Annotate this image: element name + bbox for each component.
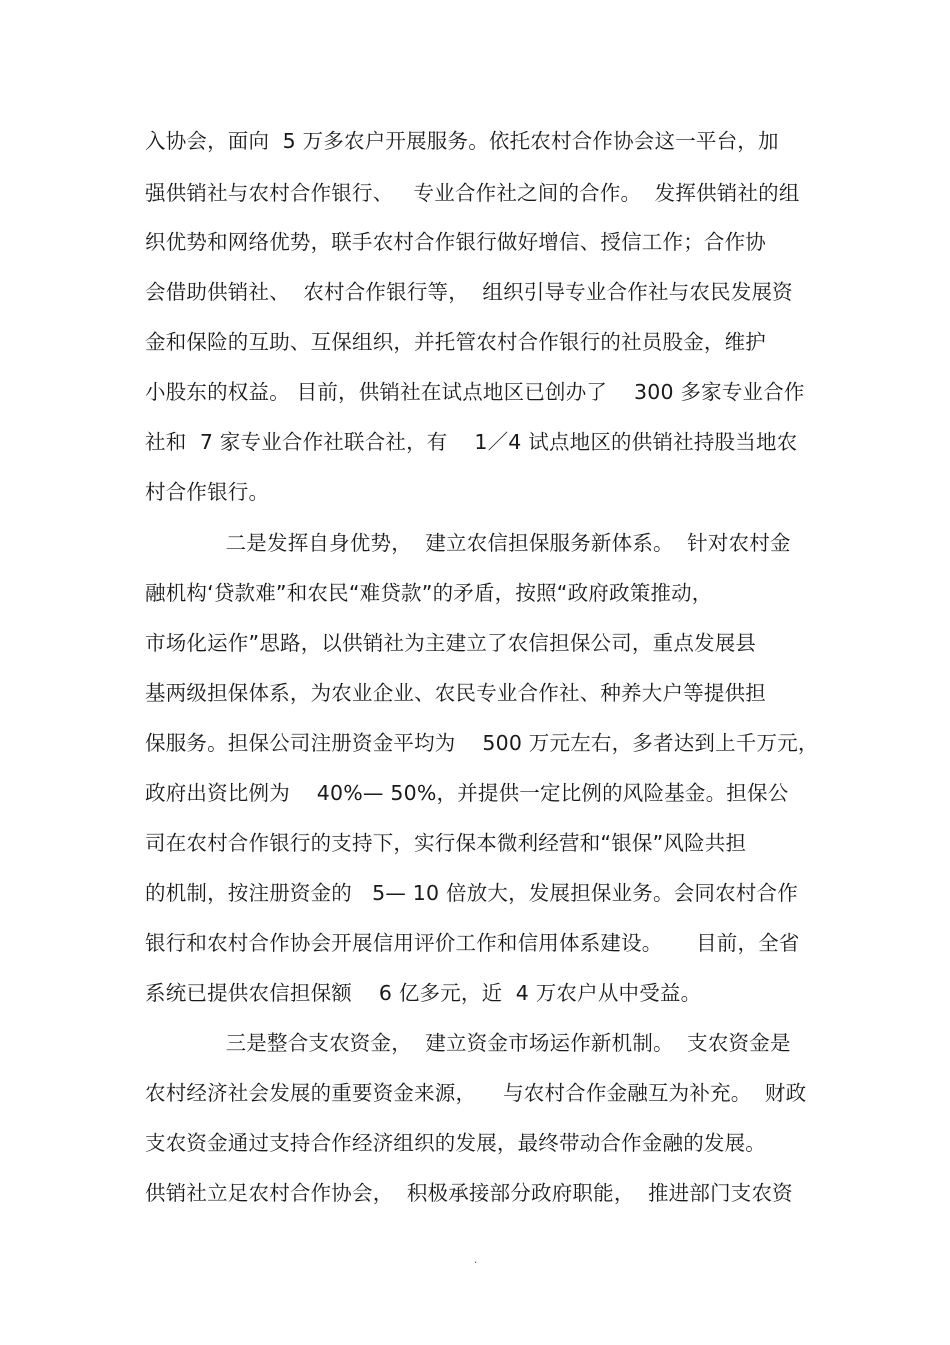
text-line: 支农资金通过支持合作经济组织的发展，最终带动合作金融的发展。 [145,1131,766,1155]
text-line: 司在农村合作银行的支持下，实行保本微利经营和“银保”风险共担 [145,831,747,855]
text-line: 村合作银行。 [145,480,270,504]
text-line: 金和保险的互助、互保组织，并托管农村合作银行的社员股金，维护 [145,330,766,354]
text-line: 保服务。担保公司注册资金平均为 500 万元左右，多者达到上千万元， [145,731,819,755]
text-line: 系统已提供农信担保额 6 亿多元，近 4 万农户从中受益。 [145,981,702,1005]
text-line: 织优势和网络优势，联手农村合作银行做好增信、授信工作；合作协 [145,230,766,254]
page-marker: . [474,1255,478,1266]
text-line: 的机制，按注册资金的 5— 10 倍放大，发展担保业务。会同农村合作 [145,881,798,905]
text-line: 银行和农村合作协会开展信用评价工作和信用体系建设。 目前，全省 [145,931,800,955]
text-line: 供销社立足农村合作协会， 积极承接部分政府职能， 推进部门支农资 [145,1181,793,1205]
text-line: 入协会，面向 5 万多农户开展服务。依托农村合作协会这一平台，加 [145,129,779,153]
text-line: 小股东的权益。 目前，供销社在试点地区已创办了 300 多家专业合作 [145,380,805,404]
text-line: 社和 7 家专业合作社联合社，有 1／4 试点地区的供销社持股当地农 [145,430,798,454]
paragraph-heading-line: 三是整合支农资金， 建立资金市场运作新机制。 支农资金是 [145,1031,791,1055]
text-line: 强供销社与农村合作银行、 专业合作社之间的合作。 发挥供销社的组 [145,181,800,205]
text-line: 政府出资比例为 40%— 50%，并提供一定比例的风险基金。担保公 [145,781,789,805]
text-line: 农村经济社会发展的重要资金来源， 与农村合作金融互为补充。 财政 [145,1081,807,1105]
text-line: 基两级担保体系，为农业企业、农民专业合作社、种养大户等提供担 [145,681,766,705]
text-line: 会借助供销社、 农村合作银行等， 组织引导专业合作社与农民发展资 [145,280,793,304]
paragraph-heading-line: 二是发挥自身优势， 建立农信担保服务新体系。 针对农村金 [145,531,791,555]
text-line: 市场化运作”思路，以供销社为主建立了农信担保公司，重点发展县 [145,631,757,655]
text-line: 融机构‘贷款难”和农民“难贷款”的矛盾，按照“政府政策推动， [145,581,713,605]
